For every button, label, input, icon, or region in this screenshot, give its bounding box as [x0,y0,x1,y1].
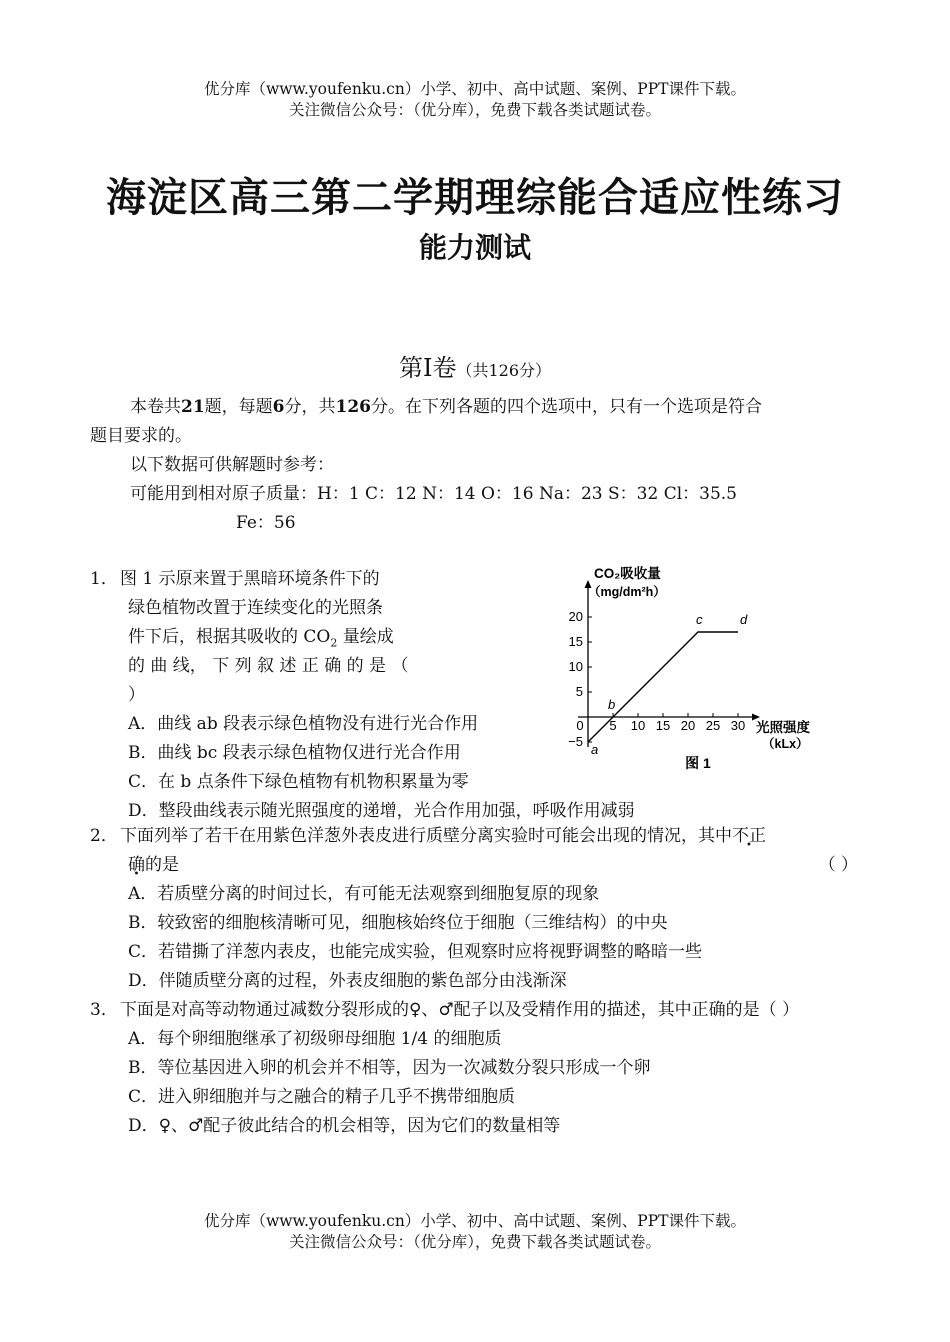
q3-option-b: B．等位基因进入卵的机会并不相等，因为一次减数分裂只形成一个卵 [128,1058,651,1078]
q2-stem-line-2 [128,851,858,880]
x-tick-label: 0 [576,718,584,733]
q1-stem-line-1: 图 1 示原来置于黑暗环境条件下的 [120,569,380,589]
q3-option-a: A．每个卵细胞继承了初级卵母细胞 1/4 的细胞质 [128,1029,502,1049]
figure-caption: 图 1 [685,755,711,771]
q2-option-b: B．较致密的细胞核清晰可见，细胞核始终位于细胞（三维结构）的中央 [128,913,668,933]
x-axis-title: 光照强度 [756,720,810,735]
q2-emphasis: 确 [128,855,145,875]
q2-option-d: D．伴随质壁分离的过程，外表皮细胞的紫色部分由浅渐深 [128,971,567,991]
q3-number: 3． [90,1000,118,1020]
q1-option-a: A．曲线 ab 段表示绿色植物没有进行光合作用 [128,714,479,734]
figure-1-chart [540,560,840,780]
q1-number: 1． [90,569,118,589]
x-tick-label: 15 [655,718,671,733]
q2-number: 2． [90,826,118,846]
footer-line-2: 关注微信公众号：（优分库），免费下载各类试题试卷。 [288,1233,661,1251]
intro-count: 21 [181,397,205,417]
q1-stem-line-4: 的 曲 线， 下 列 叙 述 正 确 的 是 （ [128,656,409,676]
section-score-note: （共126分） [456,361,552,380]
intro-text: 本卷共 [130,397,181,417]
y-tick-label: 10 [568,659,583,674]
intro-total: 126 [335,397,372,417]
y-tick-label: 20 [568,609,583,624]
y-axis-title: CO₂吸收量 [594,566,661,581]
y-tick-label: 15 [568,634,583,649]
page-title: 海淀区高三第二学期理综能合适应性练习 [106,175,844,221]
section-heading [0,348,950,383]
q1-stem-text: 件下后，根据其吸收的 CO [128,627,331,647]
x-tick-label: 5 [609,718,617,733]
intro-paragraph-cont: 题目要求的。 [90,426,192,446]
q1-option-c: C．在 b 点条件下绿色植物有机物积累量为零 [128,772,469,792]
atomic-masses-fe: Fe：56 [236,513,296,533]
page-subtitle: 能力测试 [418,231,531,264]
intro-paragraph [130,393,762,422]
q1-stem-text: 量绘成 [337,627,394,647]
point-label-b: b [608,697,616,712]
q1-option-b: B．曲线 bc 段表示绿色植物仅进行光合作用 [128,743,461,763]
x-tick-label: 30 [730,718,746,733]
q3-stem: 下面是对高等动物通过减数分裂形成的♀、♂配子以及受精作用的描述，其中正确的是（ ） [120,1000,800,1020]
point-label-d: d [740,612,748,627]
q3-option-c: C．进入卵细胞并与之融合的精子几乎不携带细胞质 [128,1087,516,1107]
q1-subscript: 2 [330,636,338,650]
q2-emphasis: 不正 [732,826,766,846]
y-tick-label: 5 [575,684,583,699]
footer-line-1: 优分库（www.youfenku.cn）小学、初中、高中试题、案例、PPT课件下载。 [203,1212,747,1230]
atomic-masses: 可能用到相对原子质量：H：1 C：12 N：14 O：16 Na：23 S：32 Cl：35.5 [130,484,737,504]
intro-text: 题，每题 [204,397,273,417]
intro-text: 分。在下列各题的四个选项中，只有一个选项是符合 [371,397,763,417]
q1-option-d: D．整段曲线表示随光照强度的递增，光合作用加强，呼吸作用减弱 [128,801,635,821]
q2-answer-paren: （ ） [818,855,858,875]
point-label-a: a [591,742,599,757]
q2-option-c: C．若错撕了洋葱内表皮，也能完成实验，但观察时应将视野调整的略暗一些 [128,942,703,962]
q2-stem-text: 下面列举了若干在用紫色洋葱外表皮进行质壁分离实验时可能会出现的情况，其中 [120,826,732,846]
x-tick-label: 20 [680,718,696,733]
header-line-1: 优分库（www.youfenku.cn）小学、初中、高中试题、案例、PPT课件下载。 [203,80,747,98]
x-axis-unit: （kLx） [762,737,809,751]
intro-reference: 以下数据可供解题时参考： [130,455,334,475]
point-label-c: c [696,612,703,627]
y-axis-unit: （mg/dm²h） [588,585,666,599]
intro-text: 分，共 [284,397,336,417]
intro-points: 6 [272,397,285,417]
q2-stem-text: 的是 [145,855,179,875]
q2-stem-line-1 [120,822,766,851]
q1-stem-line-5: ） [128,685,145,705]
y-tick-label: −5 [568,734,583,749]
x-tick-label: 10 [630,718,646,733]
q1-stem-line-2: 绿色植物改置于连续变化的光照条 [128,598,383,618]
q2-option-a: A．若质壁分离的时间过长，有可能无法观察到细胞复原的现象 [128,884,600,904]
x-tick-label: 25 [705,718,721,733]
header-line-2: 关注微信公众号：（优分库），免费下载各类试题试卷。 [288,101,661,119]
q3-option-d: D．♀、♂配子彼此结合的机会相等，因为它们的数量相等 [128,1116,561,1136]
section-label: 第Ⅰ卷 [398,354,457,382]
